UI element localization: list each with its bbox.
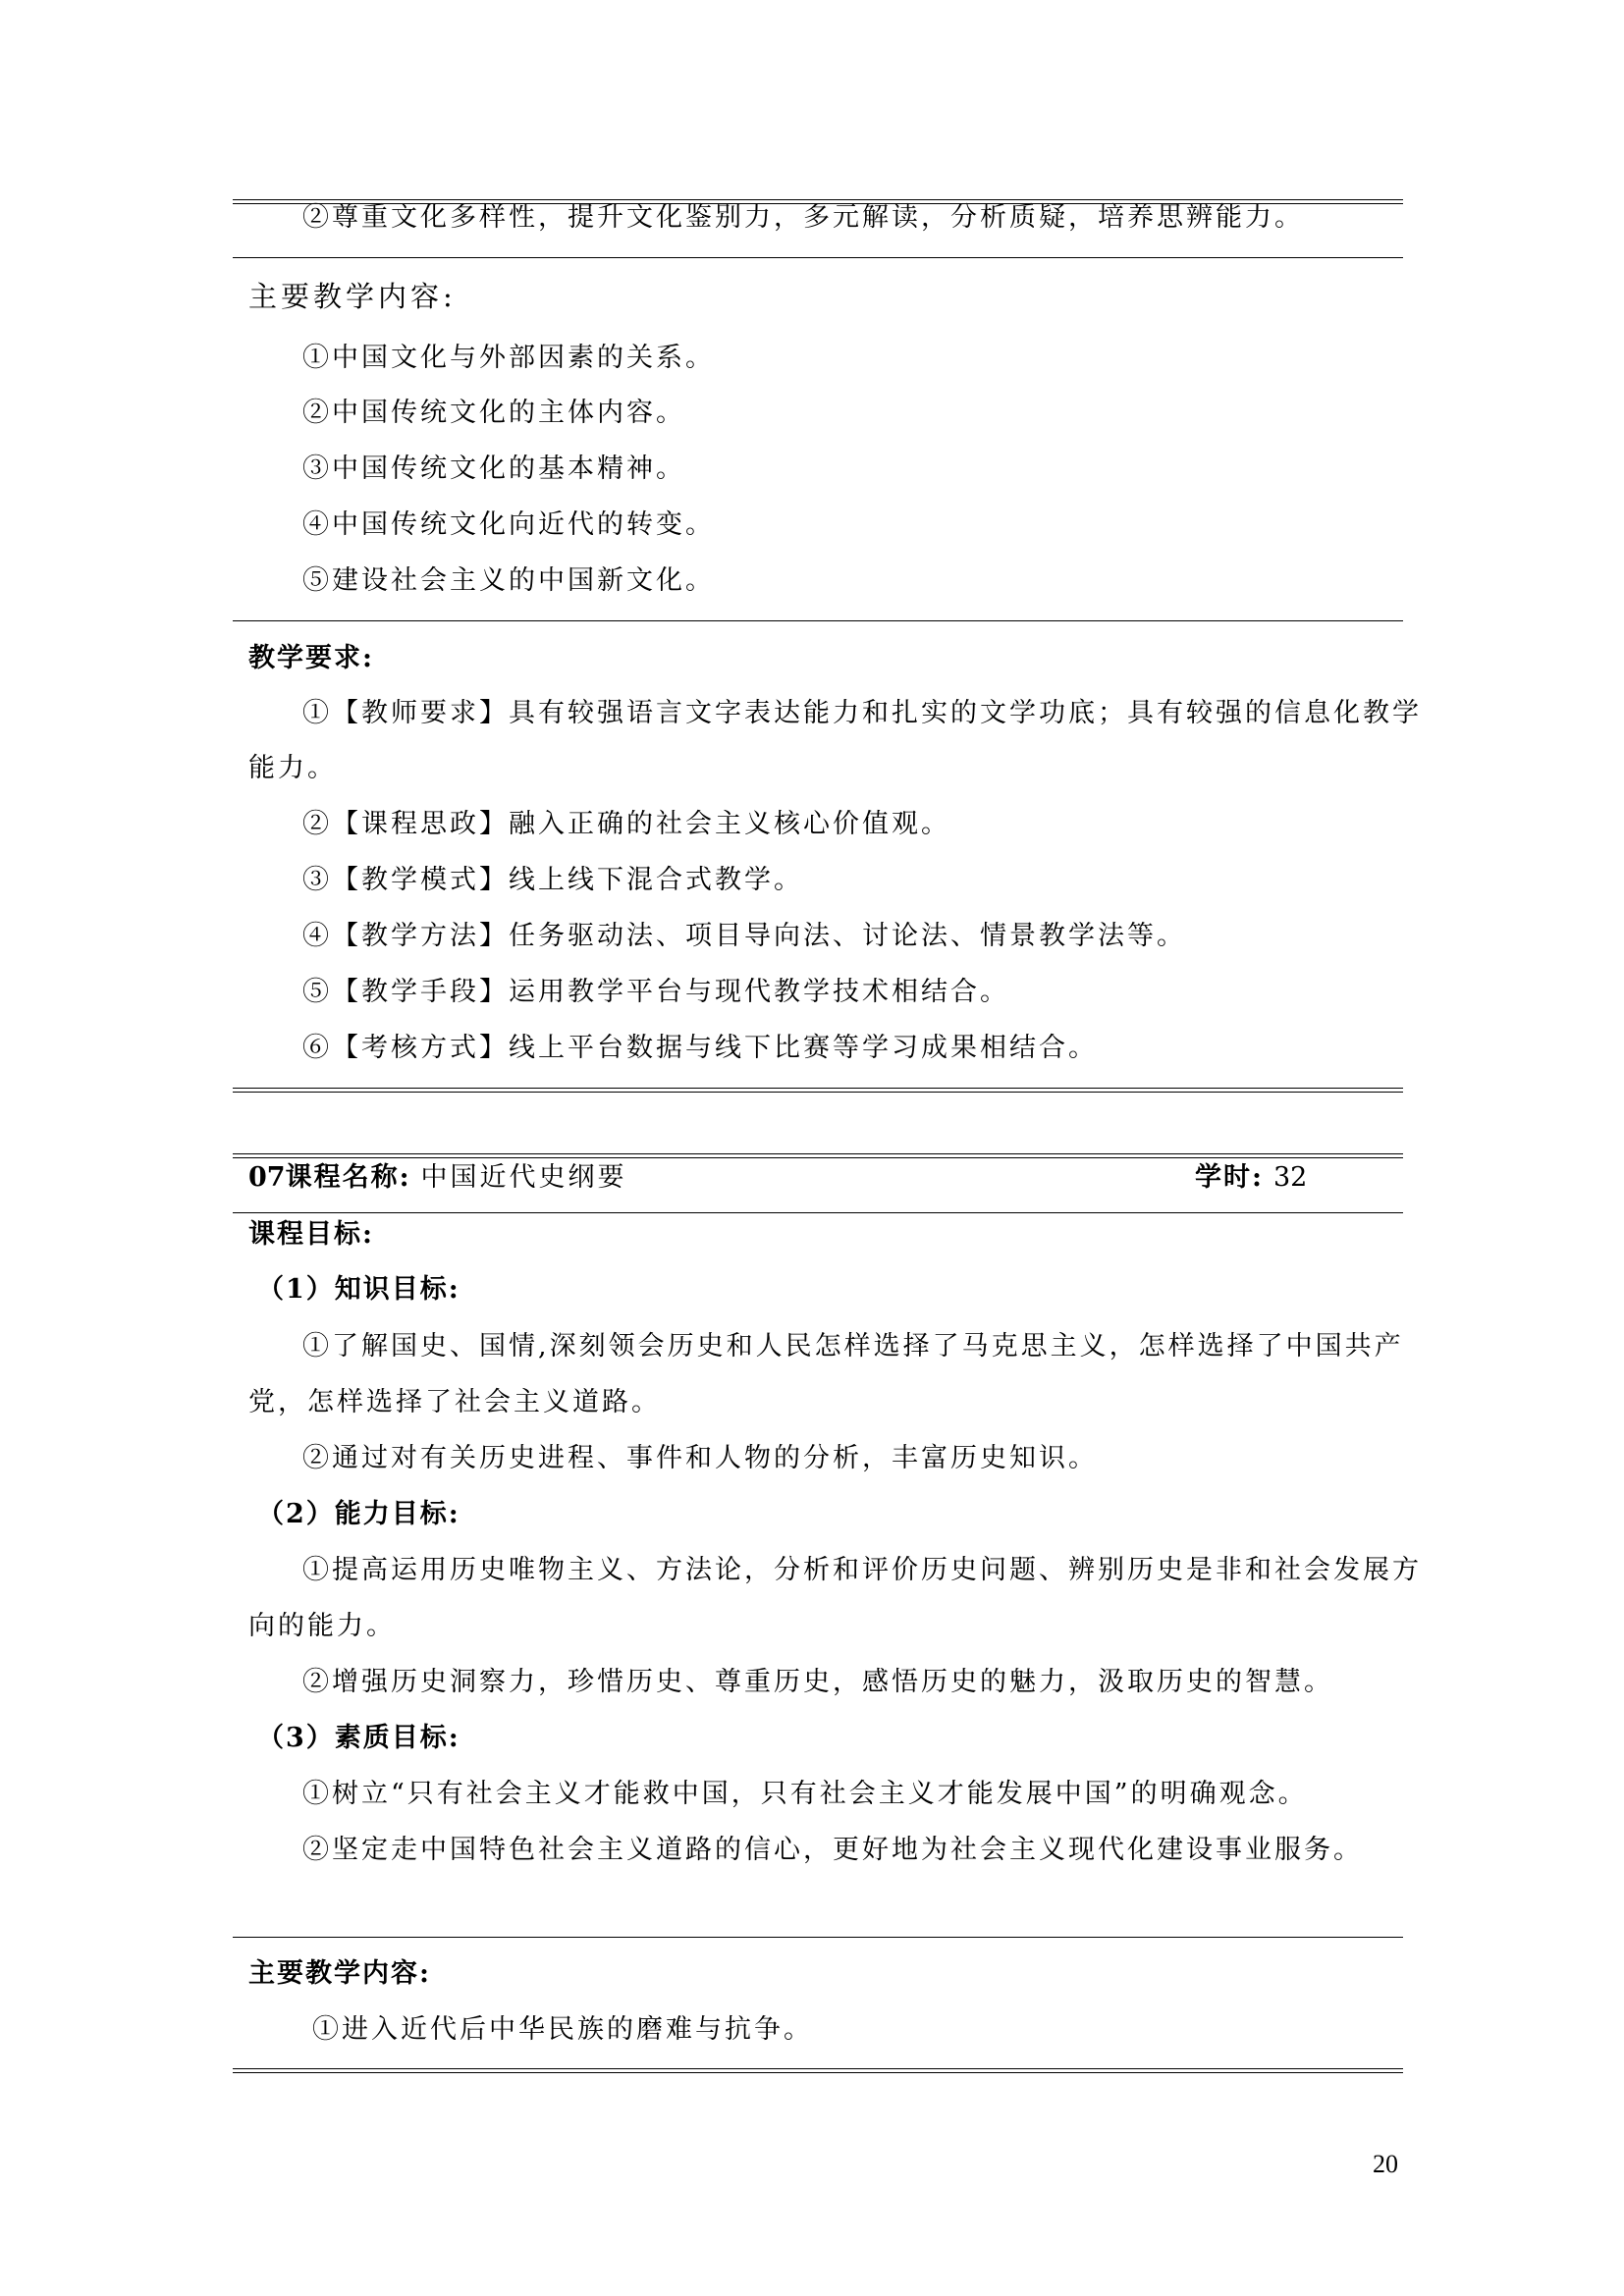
divider [233, 1212, 1403, 1213]
section-end-rule [233, 1088, 1403, 1093]
hours-value: 32 [1272, 1162, 1308, 1193]
goal-item: ①了解国史、国情,深刻领会历史和人民怎样选择了马克思主义，怎样选择了中国共产 [302, 1331, 1404, 1362]
goal-item-continuation: 党，怎样选择了社会主义道路。 [248, 1387, 661, 1417]
content-item: ⑤建设社会主义的中国新文化。 [302, 565, 715, 596]
requirement-item: ④【教学方法】任务驱动法、项目导向法、讨论法、情景教学法等。 [302, 921, 1186, 951]
hours-label: 学时: [1195, 1162, 1264, 1193]
divider [233, 1937, 1403, 1938]
course-number: 07 [248, 1162, 286, 1193]
course-name-label: 课程名称: [285, 1162, 411, 1193]
course-hours [1195, 1158, 1307, 1198]
ability-goal-heading: （2）能力目标: [257, 1499, 460, 1529]
content-heading-2: 主要教学内容: [248, 1958, 431, 1989]
course-header [248, 1158, 1387, 1198]
requirement-item: ⑤【教学手段】运用教学平台与现代教学技术相结合。 [302, 977, 1009, 1007]
goal-item: ②增强历史洞察力，珍惜历史、尊重历史，感悟历史的魅力，汲取历史的智慧。 [302, 1667, 1333, 1697]
knowledge-goal-heading: （1）知识目标: [257, 1274, 460, 1305]
goal-item-continuation: 向的能力。 [248, 1611, 396, 1641]
content-item: ④中国传统文化向近代的转变。 [302, 509, 715, 540]
page-number: 20 [1373, 2150, 1398, 2178]
content-item: ①中国文化与外部因素的关系。 [302, 343, 715, 373]
culture-diversity-item: ②尊重文化多样性，提升文化鉴别力，多元解读，分析质疑，培养思辨能力。 [302, 202, 1304, 233]
goal-item: ②通过对有关历史进程、事件和人物的分析，丰富历史知识。 [302, 1443, 1098, 1473]
goals-heading: 课程目标: [248, 1219, 374, 1250]
requirement-item: ⑥【考核方式】线上平台数据与线下比赛等学习成果相结合。 [302, 1033, 1098, 1063]
requirement-item: ②【课程思政】融入正确的社会主义核心价值观。 [302, 809, 950, 839]
divider [233, 620, 1403, 621]
course-name: 中国近代史纲要 [420, 1162, 627, 1193]
content-item: ②中国传统文化的主体内容。 [302, 398, 685, 428]
goal-item: ②坚定走中国特色社会主义道路的信心，更好地为社会主义现代化建设事业服务。 [302, 1835, 1363, 1865]
content-item: ①进入近代后中华民族的磨难与抗争。 [312, 2014, 813, 2045]
goal-item: ①提高运用历史唯物主义、方法论，分析和评价历史问题、辨别历史是非和社会发展方 [302, 1555, 1422, 1585]
bottom-rule [233, 2068, 1403, 2073]
requirement-item: ①【教师要求】具有较强语言文字表达能力和扎实的文学功底；具有较强的信息化教学 [302, 698, 1422, 728]
content-heading: 主要教学内容: [248, 280, 457, 313]
divider [233, 257, 1403, 258]
content-item: ③中国传统文化的基本精神。 [302, 454, 685, 484]
requirements-heading: 教学要求: [248, 643, 374, 673]
quality-goal-heading: （3）素质目标: [257, 1723, 460, 1753]
requirement-item-continuation: 能力。 [248, 753, 337, 783]
goal-item: ①树立“只有社会主义才能救中国，只有社会主义才能发展中国”的明确观念。 [302, 1779, 1308, 1809]
requirement-item: ③【教学模式】线上线下混合式教学。 [302, 865, 803, 895]
